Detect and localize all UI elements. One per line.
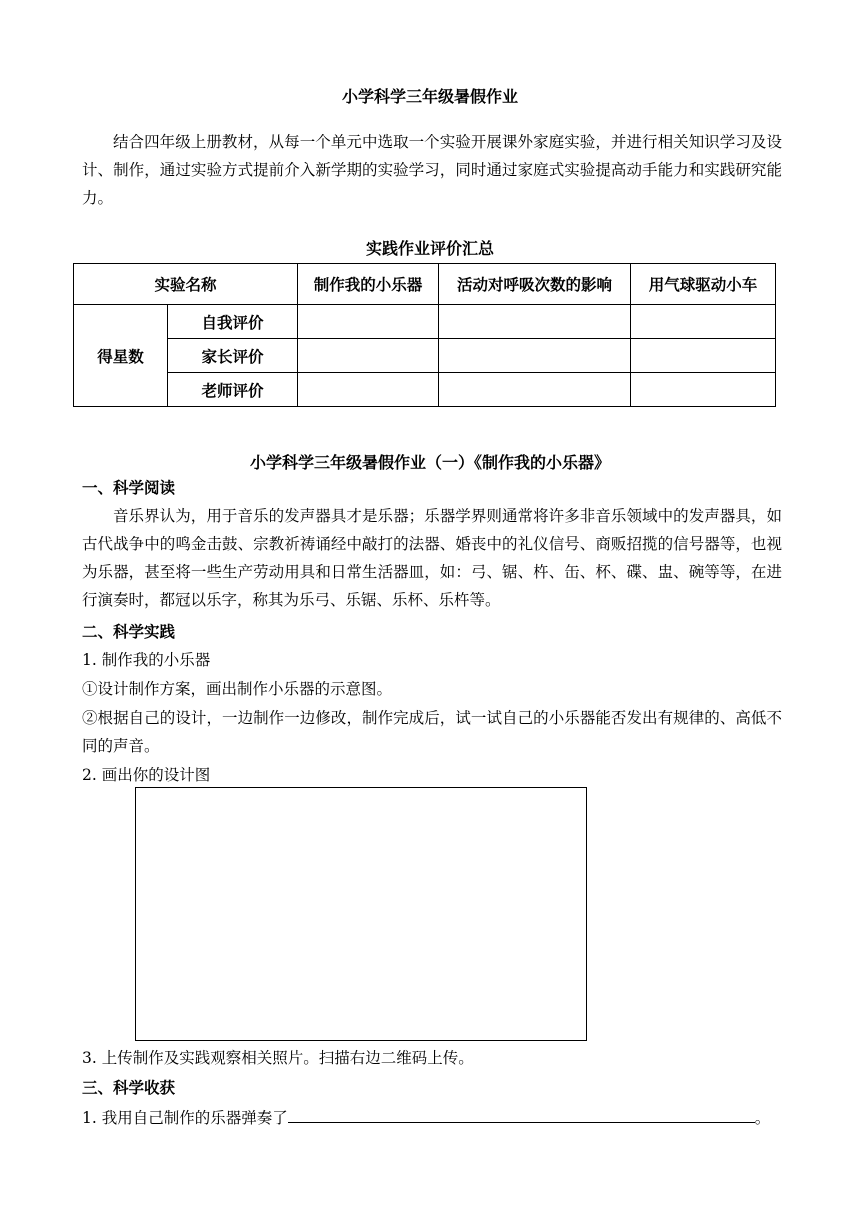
practice-item-2: 2. 画出你的设计图 — [82, 766, 211, 784]
gains-item-1 — [82, 1104, 770, 1132]
cell-parent-1[interactable] — [298, 339, 439, 373]
intro-paragraph: 结合四年级上册教材，从每一个单元中选取一个实验开展课外家庭实验，并进行相关知识学习及设计、制作，通过实验方式提前介入新学期的实验学习，同时通过家庭式实验提高动手能力和实践研究能力。 — [82, 133, 782, 207]
header-experiment-name: 实验名称 — [74, 264, 298, 305]
cell-self-3[interactable] — [631, 305, 776, 339]
header-col-1: 制作我的小乐器 — [298, 264, 439, 305]
reading-paragraph: 音乐界认为，用于音乐的发声器具才是乐器；乐器学界则通常将许多非音乐领域中的发声器具，如古代战争中的鸣金击鼓、宗教祈祷诵经中敲打的法器、婚丧中的礼仪信号、商贩招揽的信号器等，也视为乐器，甚至将一些生产劳动用具和日常生活器皿，如：弓、锯、杵、缶、杯、碟、盅、碗等等，在进行演奏时，都冠以乐字，称其为乐弓、乐锯、乐杯、乐杵等。 — [82, 507, 782, 609]
row-label-parent: 家长评价 — [168, 339, 298, 373]
table-row — [74, 305, 776, 339]
heading-gains: 三、科学收获 — [82, 1078, 176, 1097]
gains-item-1-prefix: 1. 我用自己制作的乐器弹奏了 — [82, 1109, 288, 1127]
cell-parent-3[interactable] — [631, 339, 776, 373]
answer-blank[interactable] — [288, 1104, 755, 1123]
table-row — [74, 339, 776, 373]
heading-reading: 一、科学阅读 — [82, 478, 176, 497]
row-label-teacher: 老师评价 — [168, 373, 298, 407]
practice-step-1: ①设计制作方案，画出制作小乐器的示意图。 — [82, 680, 393, 698]
table-row — [74, 373, 776, 407]
star-count-label: 得星数 — [74, 305, 168, 407]
cell-teacher-1[interactable] — [298, 373, 439, 407]
cell-parent-2[interactable] — [439, 339, 631, 373]
practice-item-1: 1. 制作我的小乐器 — [82, 651, 211, 669]
cell-teacher-3[interactable] — [631, 373, 776, 407]
table-header-row — [74, 264, 776, 305]
section-title: 小学科学三年级暑假作业（一）《制作我的小乐器》 — [249, 453, 610, 472]
practice-item-3: 3. 上传制作及实践观察相关照片。扫描右边二维码上传。 — [82, 1049, 474, 1067]
header-col-3: 用气球驱动小车 — [631, 264, 776, 305]
gains-item-1-suffix: 。 — [754, 1109, 771, 1127]
table-title: 实践作业评价汇总 — [365, 239, 494, 258]
heading-practice: 二、科学实践 — [82, 622, 176, 641]
header-col-2: 活动对呼吸次数的影响 — [439, 264, 631, 305]
document-title: 小学科学三年级暑假作业 — [341, 87, 518, 106]
cell-teacher-2[interactable] — [439, 373, 631, 407]
practice-step-2: ②根据自己的设计，一边制作一边修改，制作完成后，试一试自己的小乐器能否发出有规律的、高低不同的声音。 — [82, 709, 782, 755]
design-drawing-box[interactable] — [135, 787, 587, 1041]
row-label-self: 自我评价 — [168, 305, 298, 339]
cell-self-2[interactable] — [439, 305, 631, 339]
evaluation-table — [73, 263, 776, 407]
cell-self-1[interactable] — [298, 305, 439, 339]
